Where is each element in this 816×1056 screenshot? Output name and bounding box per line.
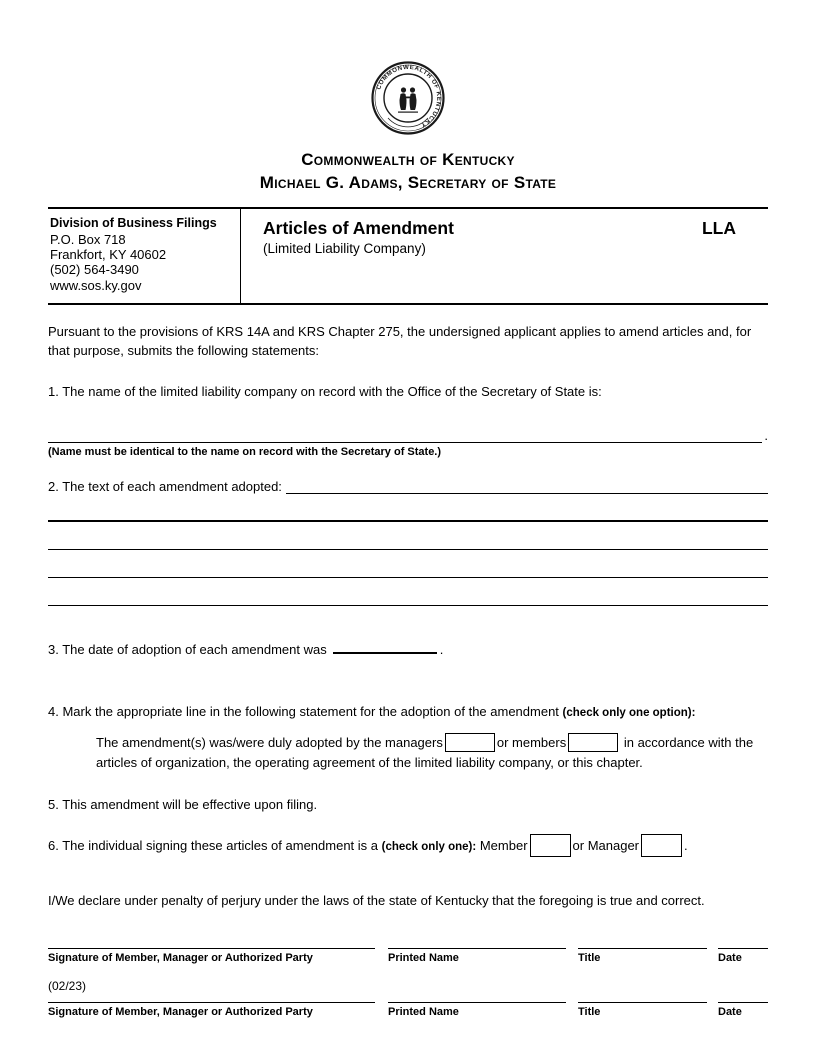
item5-text: 5. This amendment will be effective upon filing. xyxy=(48,797,318,813)
item1-note: (Name must be identical to the name on record with the Secretary of State.) xyxy=(48,446,442,459)
item4-bold-note: (check only one option): xyxy=(562,707,696,720)
printed-name-line-label[interactable]: Printed Name xyxy=(388,1002,566,1018)
date-line-label[interactable]: Date xyxy=(718,948,768,964)
division-po-box: P.O. Box 718 xyxy=(50,231,126,247)
members-checkbox[interactable] xyxy=(568,733,618,752)
form-code: LLA xyxy=(701,217,736,238)
amendment-text-line-1[interactable] xyxy=(48,494,768,522)
letterhead xyxy=(0,149,816,195)
title-line-label[interactable]: Title xyxy=(578,1002,707,1018)
item6-bold-note: (check only one): xyxy=(381,841,477,854)
secretary-heading: Michael G. Adams, Secretary of State xyxy=(259,172,557,192)
perjury-declaration: I/We declare under penalty of perjury under the laws of the state of Kentucky that the foregoing is true and correct. xyxy=(48,893,705,909)
division-phone: (502) 564-3490 xyxy=(50,262,139,278)
kentucky-state-seal-icon xyxy=(370,60,446,136)
item1-period: . xyxy=(764,428,768,444)
division-address-block xyxy=(48,209,240,303)
division-website: www.sos.ky.gov xyxy=(50,277,142,293)
amendment-text-line-4[interactable] xyxy=(48,578,768,606)
statement-pre: The amendment(s) was/were duly adopted by the managers xyxy=(96,735,443,751)
item3-text xyxy=(48,641,768,660)
commonwealth-heading: Commonwealth of Kentucky xyxy=(301,150,515,169)
managers-checkbox[interactable] xyxy=(445,733,495,752)
form-title-block xyxy=(241,209,454,303)
adoption-date-input-line[interactable] xyxy=(333,641,437,654)
statement-post: in accordance with the articles of organization, the operating agreement of the limited liability company, or this chapter. xyxy=(96,735,754,771)
manager-checkbox[interactable] xyxy=(641,834,682,857)
item1-text: 1. The name of the limited liability company on record with the Office of the Secretary of State is: xyxy=(48,383,602,399)
form-title: Articles of Amendment xyxy=(263,217,454,238)
company-name-line-row xyxy=(48,428,768,443)
item4-main: 4. Mark the appropriate line in the following statement for the adoption of the amendment xyxy=(48,704,559,720)
member-label: Member xyxy=(479,838,528,854)
item6-text xyxy=(48,834,768,857)
date-line-label[interactable]: Date xyxy=(718,1002,768,1018)
manager-label: or Manager xyxy=(572,838,640,854)
company-name-input-line[interactable] xyxy=(48,429,762,443)
item3-period: . xyxy=(439,642,444,658)
division-city: Frankfort, KY 40602 xyxy=(50,246,167,262)
signature-section xyxy=(48,948,768,1018)
amendment-text-line-0[interactable] xyxy=(286,480,768,494)
item2-text: 2. The text of each amendment adopted: xyxy=(48,479,282,495)
form-header xyxy=(48,207,768,305)
item6-period: . xyxy=(684,838,688,854)
form-subtitle: (Limited Liability Company) xyxy=(263,240,426,256)
item6-pre: 6. The individual signing these articles of amendment is a xyxy=(48,838,379,854)
item2-row xyxy=(48,479,768,494)
statement-mid: or members xyxy=(496,735,567,751)
intro-paragraph: Pursuant to the provisions of KRS 14A and KRS Chapter 275, the undersigned applicant applies to amend articles and, for that purpose, submits the following statements: xyxy=(48,323,752,358)
printed-name-line-label[interactable]: Printed Name xyxy=(388,948,566,964)
item4-text xyxy=(48,703,768,722)
item4-statement xyxy=(96,733,768,773)
revision-code: (02/23) xyxy=(48,979,87,993)
signature-row-2 xyxy=(48,1002,768,1018)
item3-pre: 3. The date of adoption of each amendment was xyxy=(48,642,327,658)
seal-container xyxy=(0,0,816,141)
amendment-text-line-3[interactable] xyxy=(48,550,768,578)
signature-row-1 xyxy=(48,948,768,964)
signature-line-label[interactable]: Signature of Member, Manager or Authorized Party xyxy=(48,948,375,964)
amendment-text-line-2[interactable] xyxy=(48,522,768,550)
title-line-label[interactable]: Title xyxy=(578,948,707,964)
division-name: Division of Business Filings xyxy=(50,215,217,230)
member-checkbox[interactable] xyxy=(530,834,571,857)
seal-ring-text: COMMONWEALTH OF KENTUCKY xyxy=(375,63,443,129)
signature-line-label[interactable]: Signature of Member, Manager or Authorized Party xyxy=(48,1002,375,1018)
